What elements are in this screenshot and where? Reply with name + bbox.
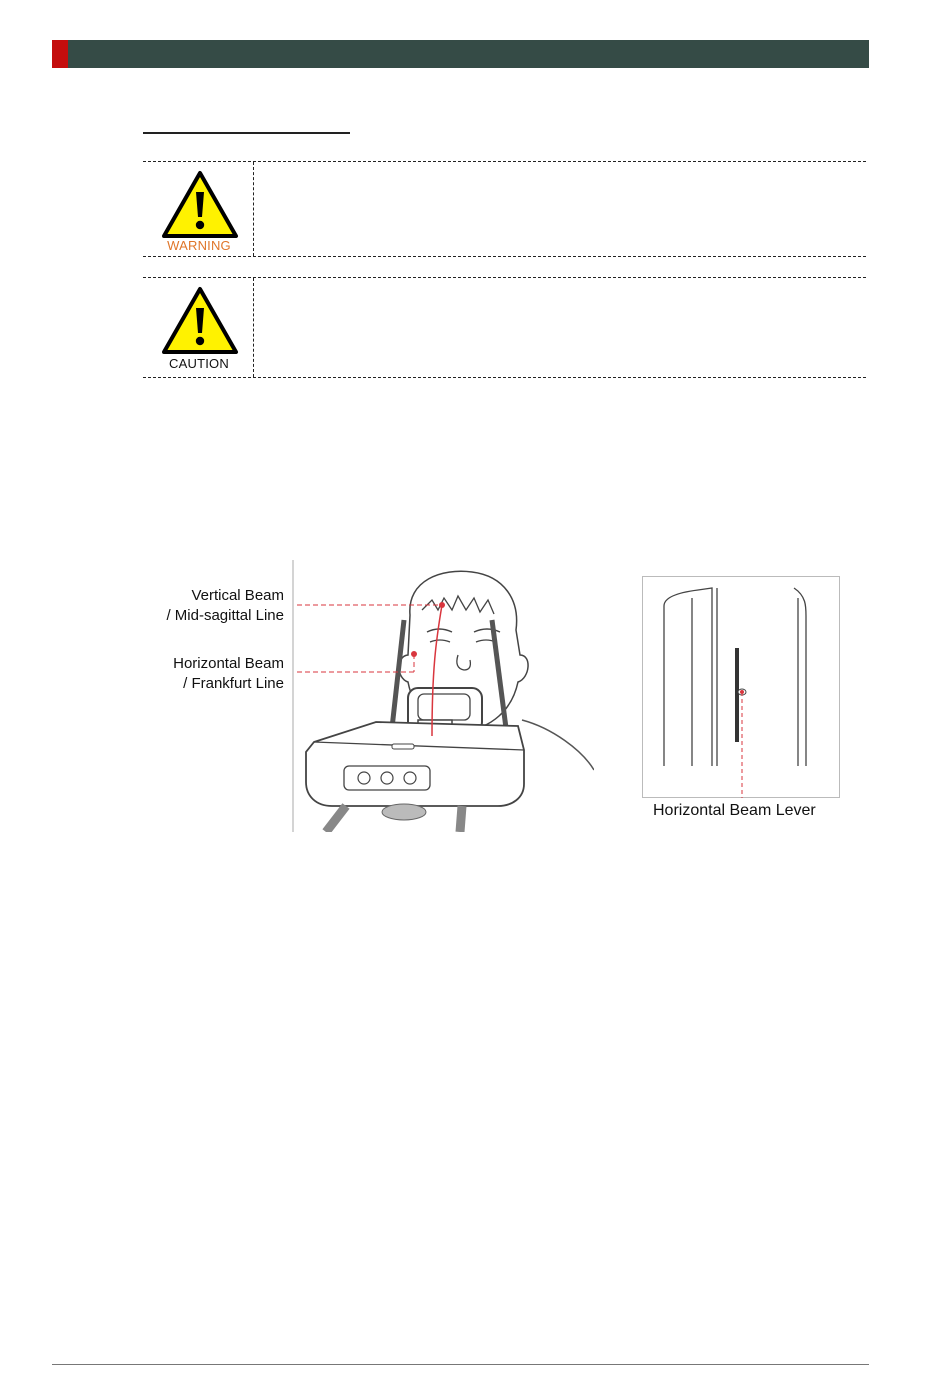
caution-notice: [143, 277, 866, 378]
header-accent: [52, 40, 68, 68]
warning-notice: [143, 161, 866, 257]
vertical-beam-callout: [120, 586, 284, 626]
notice-divider: [253, 162, 254, 256]
horizontal-beam-lever-illustration: [642, 576, 840, 798]
horizontal-beam-callout: [120, 654, 284, 694]
caution-triangle-icon: [161, 286, 239, 356]
frankfurt-line-label: / Frankfurt Line: [183, 675, 284, 692]
header-bar: [52, 40, 869, 68]
vertical-beam-label: Vertical Beam: [191, 587, 284, 604]
patient-positioning-illustration: [292, 560, 594, 832]
warning-triangle-icon: [161, 170, 239, 240]
footer-rule: [52, 1364, 869, 1365]
horizontal-beam-lever-caption: Horizontal Beam Lever: [653, 802, 816, 819]
section-heading-underline: [143, 132, 350, 134]
warning-label: WARNING: [167, 238, 231, 253]
horizontal-beam-label: Horizontal Beam: [173, 655, 284, 672]
caution-label: CAUTION: [169, 356, 229, 371]
mid-sagittal-label: / Mid-sagittal Line: [166, 607, 284, 624]
notice-divider: [253, 278, 254, 377]
